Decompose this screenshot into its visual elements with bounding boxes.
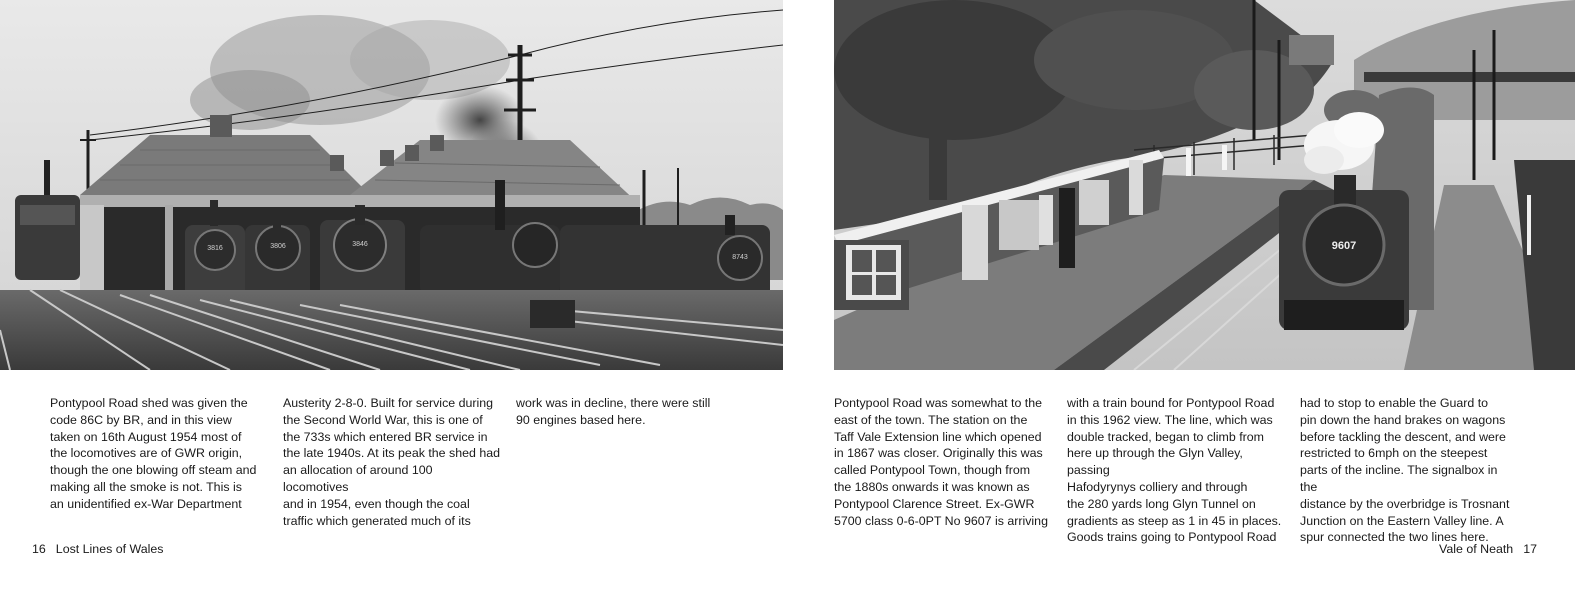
station-scene xyxy=(834,0,1575,370)
running-title: Lost Lines of Wales xyxy=(55,542,164,556)
overbridge xyxy=(1364,72,1575,82)
page-number: 17 xyxy=(1523,542,1537,556)
loco-number-plate: 9607 xyxy=(1331,240,1357,252)
body-text-column: Pontypool Road was somewhat to the east of the town. The station on the Taff Vale Extension line which opened in 1867 was closer. Originally this was called Pontypool Town, though from the 1880s onwards it was known as Pontypool Clarence Street. Ex-GWR 5700 class 0-6-0PT No 9607 is arriving xyxy=(834,396,1048,528)
loco-number-plate: 3846 xyxy=(352,241,368,248)
distant-house xyxy=(1289,35,1334,65)
photo-engine-shed xyxy=(0,0,783,370)
loco-number-plate: 8743 xyxy=(732,254,748,261)
loco-number-plate: 3806 xyxy=(270,243,286,250)
right-page-footer xyxy=(1439,541,1537,557)
body-text-column: with a train bound for Pontypool Road in this 1962 view. The line, which was double tracked, began to climb from here up through the Glyn Valley, passing Hafodyrynys colliery and through the 280 yards long Glyn Tunnel on gradients as steep as 1 in 45 in places. Goods trains going to Pontypool Road xyxy=(1067,396,1282,545)
body-text-column: had to stop to enable the Guard to pin down the hand brakes on wagons before tackling the descent, and were restricted to 6mph on the steepest parts of the incline. The signalbox in the distance by the overbridge is Trosnant Junction on the Eastern Valley line. A spur connected the two lines here. xyxy=(1300,396,1510,545)
loco-number-plate: 3816 xyxy=(207,245,223,252)
left-page-footer xyxy=(32,541,163,557)
body-text-column: work was in decline, there were still 90 engines based here. xyxy=(516,396,711,427)
body-text-column: Austerity 2-8-0. Built for service during the Second World War, this is one of the 733s which entered BR service in the late 1940s. At its peak the shed had an allocation of around 100 locomotives and in 1954, even though the coal traffic which generated much of its xyxy=(283,396,500,528)
page-number: 16 xyxy=(32,542,46,556)
running-title: Vale of Neath xyxy=(1439,542,1514,556)
body-text-column: Pontypool Road shed was given the code 86C by BR, and in this view taken on 16th August 1954 most of the locomotives are of GWR origin, though the one blowing off steam and making all the smoke is not. This is an unidentified ex-War Department xyxy=(50,396,257,511)
shed-scene xyxy=(0,0,783,370)
photo-station-arrival xyxy=(834,0,1575,370)
